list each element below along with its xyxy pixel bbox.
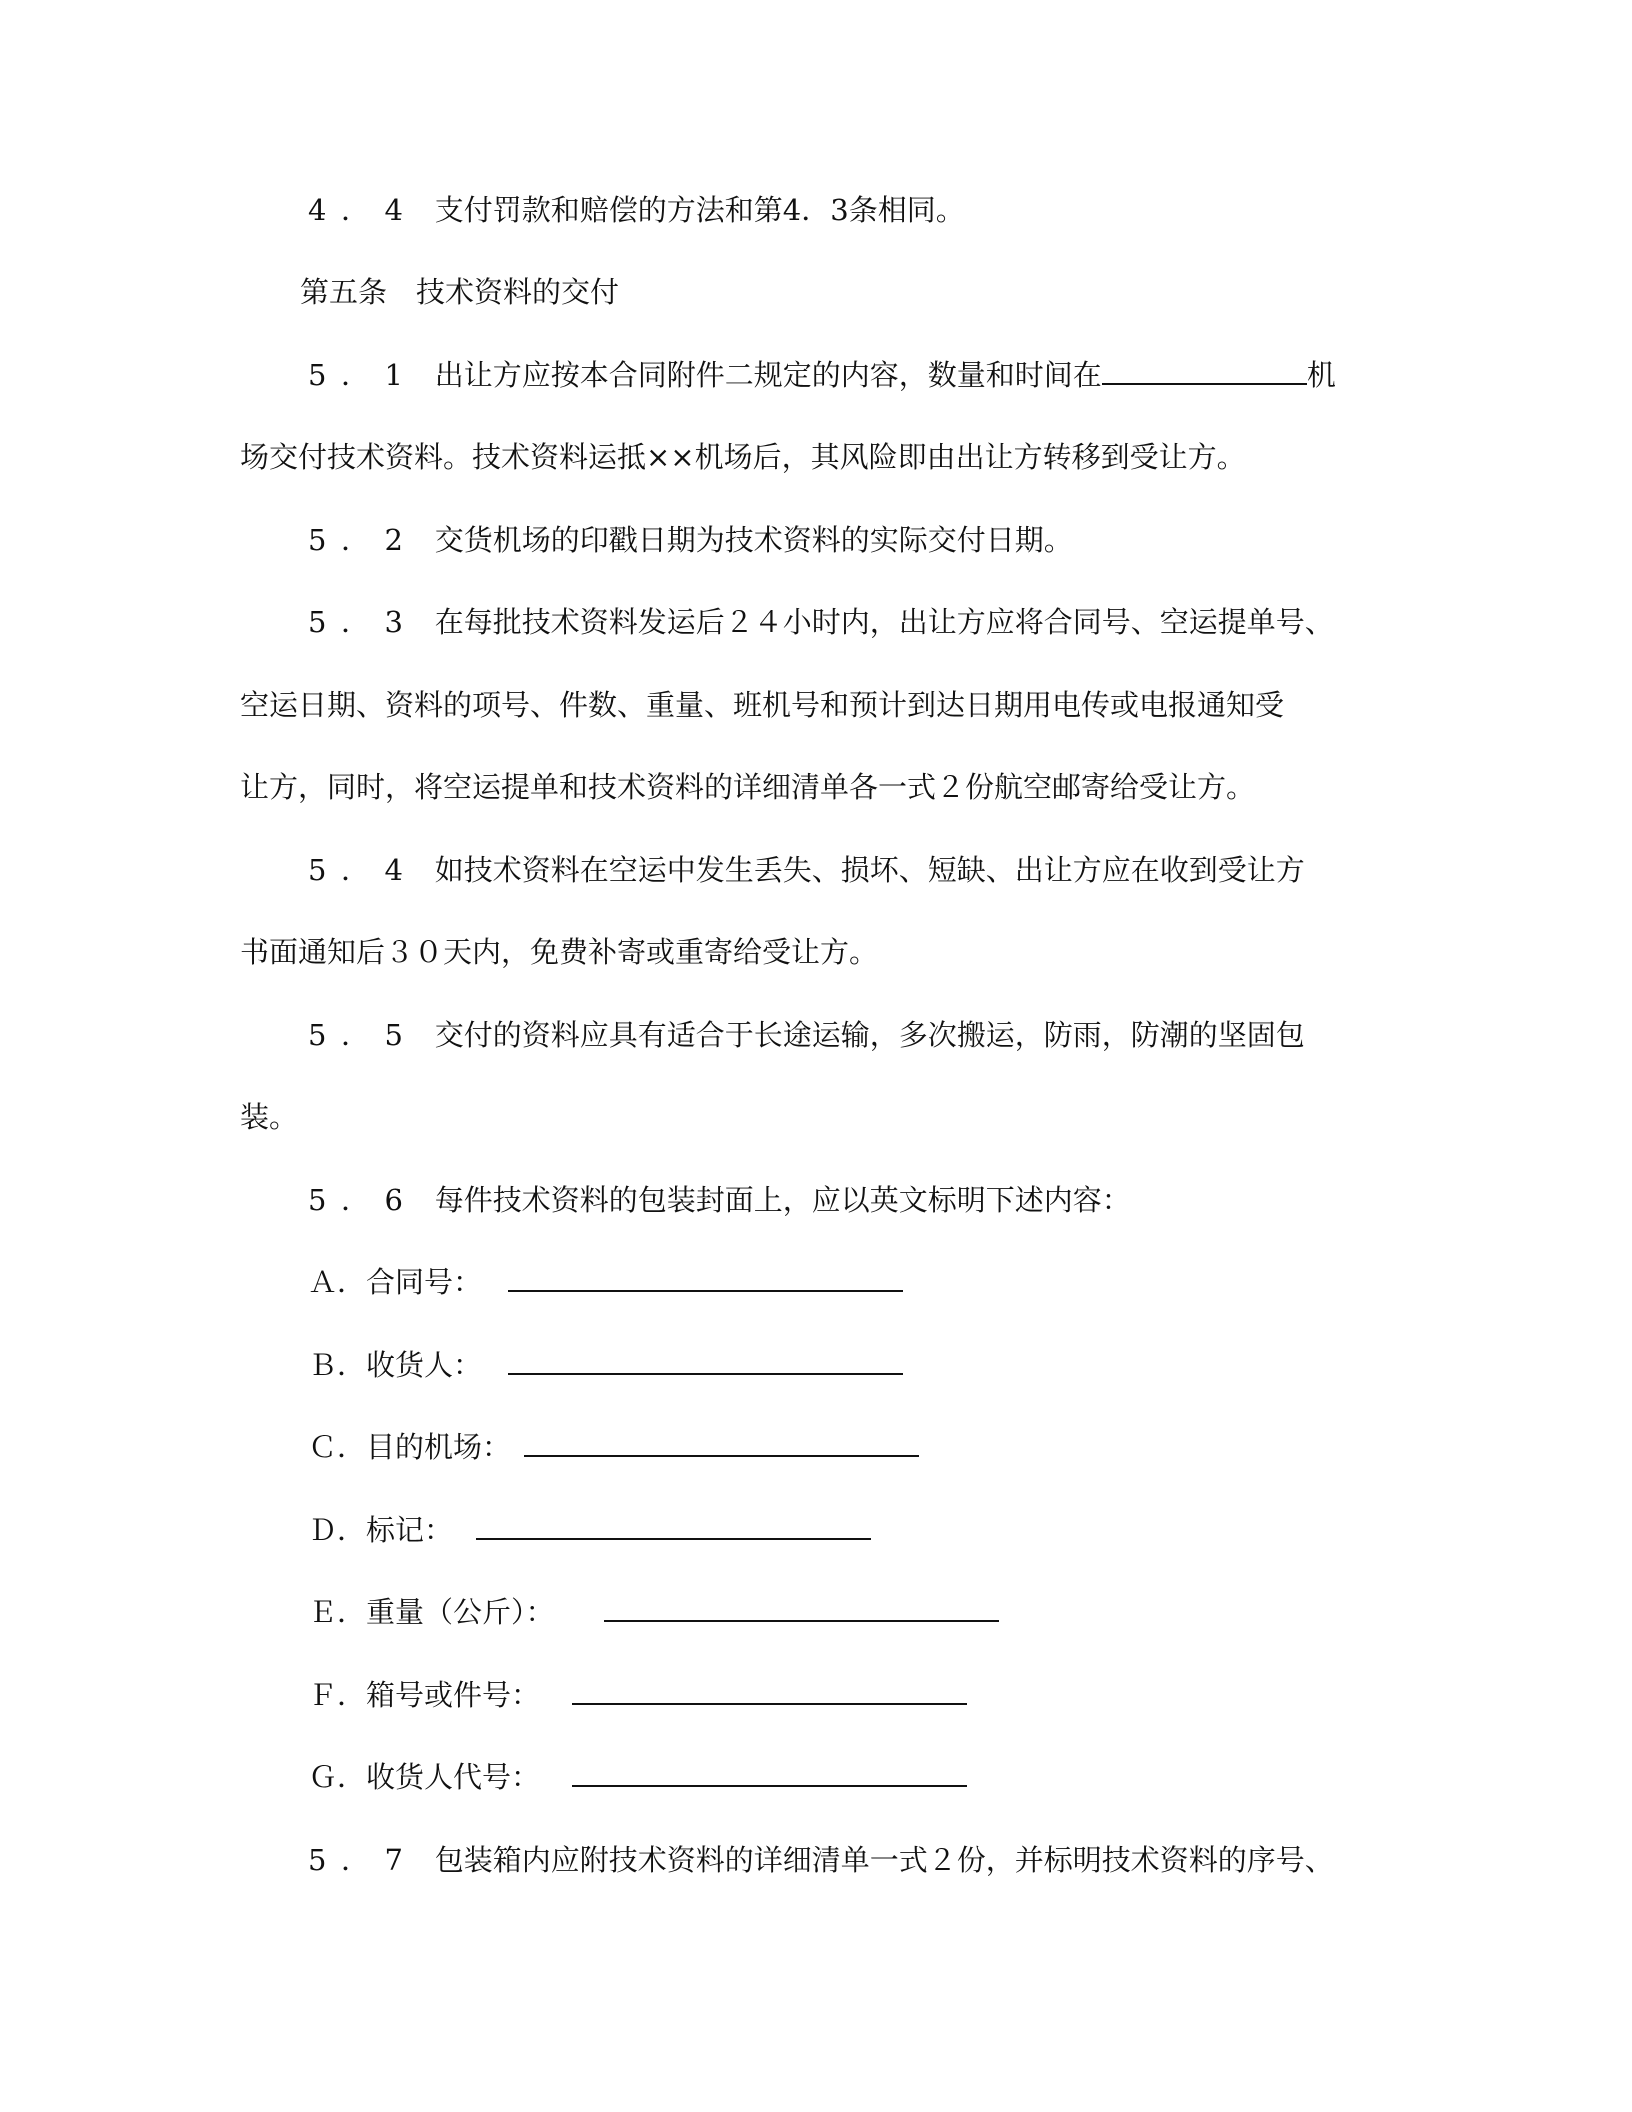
- clause-number: 4．4: [308, 193, 418, 227]
- clause-5-5: [308, 1015, 1305, 1055]
- field-label: Ｄ．标记：: [308, 1513, 454, 1547]
- field-contract-number: [308, 1262, 903, 1302]
- clause-text: 如技术资料在空运中发生丢失、损坏、短缺、出让方应在收到受让方: [434, 853, 1305, 887]
- weight-blank[interactable]: [604, 1594, 999, 1622]
- clause-5-1: [308, 355, 1336, 395]
- field-label: Ａ．合同号：: [308, 1265, 483, 1299]
- consignee-blank[interactable]: [508, 1347, 903, 1375]
- clause-5-2: [308, 520, 1073, 560]
- clause-text: 交货机场的印戳日期为技术资料的实际交付日期。: [434, 523, 1073, 557]
- field-weight: [308, 1592, 999, 1632]
- destination-airport-blank[interactable]: [524, 1429, 919, 1457]
- clause-text: 让方，同时，将空运提单和技术资料的详细清单各一式２份航空邮寄给受让方。: [240, 770, 1256, 804]
- clause-5-1-cont: [240, 437, 1246, 477]
- contract-number-blank[interactable]: [508, 1264, 903, 1292]
- field-label: Ｆ．箱号或件号：: [308, 1678, 541, 1712]
- heading-text: 第五条 技术资料的交付: [300, 275, 620, 309]
- clause-number: 5．4: [308, 853, 418, 887]
- clause-number: 5．6: [308, 1183, 418, 1217]
- clause-5-6: [308, 1180, 1131, 1220]
- clause-number: 5．1: [308, 358, 418, 392]
- clause-5-4: [308, 850, 1305, 890]
- clause-text: 书面通知后３０天内，免费补寄或重寄给受让方。: [240, 935, 879, 969]
- marks-blank[interactable]: [476, 1512, 871, 1540]
- clause-text: 出让方应按本合同附件二规定的内容，数量和时间在: [434, 358, 1102, 392]
- field-label: Ｂ．收货人：: [308, 1348, 483, 1382]
- consignee-code-blank[interactable]: [572, 1759, 967, 1787]
- clause-text: 在每批技术资料发运后２４小时内，出让方应将合同号、空运提单号、: [434, 605, 1334, 639]
- field-consignee: [308, 1345, 903, 1385]
- clause-text: 包装箱内应附技术资料的详细清单一式２份，并标明技术资料的序号、: [434, 1843, 1334, 1877]
- clause-5-5-cont: [240, 1097, 298, 1137]
- clause-5-3-cont-1: [240, 685, 1284, 725]
- clause-number: 5．7: [308, 1843, 418, 1877]
- field-label: Ｃ．目的机场：: [308, 1430, 512, 1464]
- airport-blank[interactable]: [1102, 357, 1307, 385]
- field-destination-airport: [308, 1427, 919, 1467]
- clause-5-3: [308, 602, 1334, 642]
- clause-number: 5．3: [308, 605, 418, 639]
- clause-text: 场交付技术资料。技术资料运抵××机场后，其风险即由出让方转移到受让方。: [240, 440, 1246, 474]
- clause-5-7: [308, 1840, 1334, 1880]
- clause-5-3-cont-2: [240, 767, 1255, 807]
- field-consignee-code: [308, 1757, 967, 1797]
- field-case-number: [308, 1675, 967, 1715]
- clause-text: 装。: [240, 1100, 299, 1134]
- article-5-heading: [300, 272, 619, 312]
- clause-number: 5．2: [308, 523, 418, 557]
- clause-text-tail: 机: [1306, 358, 1336, 392]
- clause-number: 5．5: [308, 1018, 418, 1052]
- field-label: Ｇ．收货人代号：: [308, 1760, 541, 1794]
- clause-4-4: [308, 190, 965, 230]
- clause-text: 空运日期、资料的项号、件数、重量、班机号和预计到达日期用电传或电报通知受: [240, 688, 1285, 722]
- clause-text: 交付的资料应具有适合于长途运输，多次搬运，防雨，防潮的坚固包: [434, 1018, 1305, 1052]
- clause-5-4-cont: [240, 932, 878, 972]
- field-label: Ｅ．重量（公斤）：: [308, 1595, 555, 1629]
- clause-text: 每件技术资料的包装封面上，应以英文标明下述内容：: [434, 1183, 1131, 1217]
- clause-text: 支付罚款和赔偿的方法和第4．3条相同。: [434, 193, 965, 227]
- case-number-blank[interactable]: [572, 1677, 967, 1705]
- field-marks: [308, 1510, 871, 1550]
